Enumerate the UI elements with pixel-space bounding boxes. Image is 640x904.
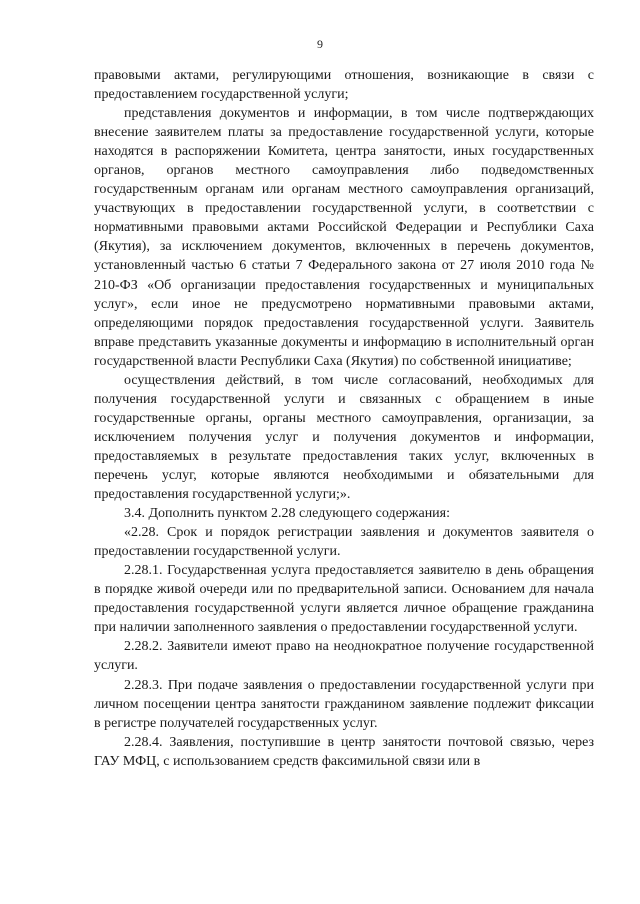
document-body: [94, 66, 594, 771]
paragraph-2-28-1: 2.28.1. Государственная услуга предоставляется заявителю в день обращения в порядке живой очереди или по предварительной записи. Основанием для начала предоставления государственной услуги является личное обращение гражданина при наличии заполненного заявления о предоставлении государственной услуги.: [94, 563, 594, 636]
paragraph-2-28-4: 2.28.4. Заявления, поступившие в центр занятости почтовой связью, через ГАУ МФЦ, с использованием средств факсимильной связи или в: [94, 734, 594, 769]
paragraph-section-3-4: 3.4. Дополнить пунктом 2.28 следующего содержания:: [124, 506, 451, 522]
paragraph-continued-text: правовыми актами, регулирующими отношения, возникающие в связи с предоставлением государственной услуги;: [94, 68, 594, 103]
page-number: 9: [317, 37, 323, 51]
paragraph-2-28-2: 2.28.2. Заявители имеют право на неоднократное получение государственной услуги.: [94, 639, 594, 674]
paragraph-2-28: «2.28. Срок и порядок регистрации заявления и документов заявителя о предоставлении государственной услуги.: [94, 525, 594, 560]
paragraph-documents-provision: представления документов и информации, в том числе подтверждающих внесение заявителем платы за предоставление государственной услуги, которые находятся в распоряжении Комитета, центра занятости, иных государственных органов, органов местного самоуправления либо подведомственных государственным органам или органам местного самоуправления организаций, участвующих в предоставлении государственной услуги, в соответствии с нормативными правовыми актами Российской Федерации и Республики Саха (Якутия), за исключением документов, включенных в перечень документов, установленный частью 6 статьи 7 Федерального закона от 27 июля 2010 года № 210-ФЗ «Об организации предоставления государственных и муниципальных услуг», если иное не предусмотрено нормативными правовыми актами, определяющими порядок предоставления государственной услуги. Заявитель вправе представить указанные документы и информацию в исполнительный орган государственной власти Республики Саха (Якутия) по собственной инициативе;: [94, 106, 594, 369]
paragraph-actions: осуществления действий, в том числе согласований, необходимых для получения государственной услуги и связанных с обращением в иные государственные органы, органы местного самоуправления, организации, за исключением получения услуг и получения документов и информации, предоставляемых в результате предоставления таких услуг, включенных в перечень услуг, которые являются необходимыми и обязательными для предоставления государственной услуги;».: [94, 372, 594, 503]
paragraph-2-28-3: 2.28.3. При подаче заявления о предоставлении государственной услуги при личном посещении центра занятости гражданином заявление подлежит фиксации в регистре получателей государственных услуг.: [94, 677, 594, 731]
